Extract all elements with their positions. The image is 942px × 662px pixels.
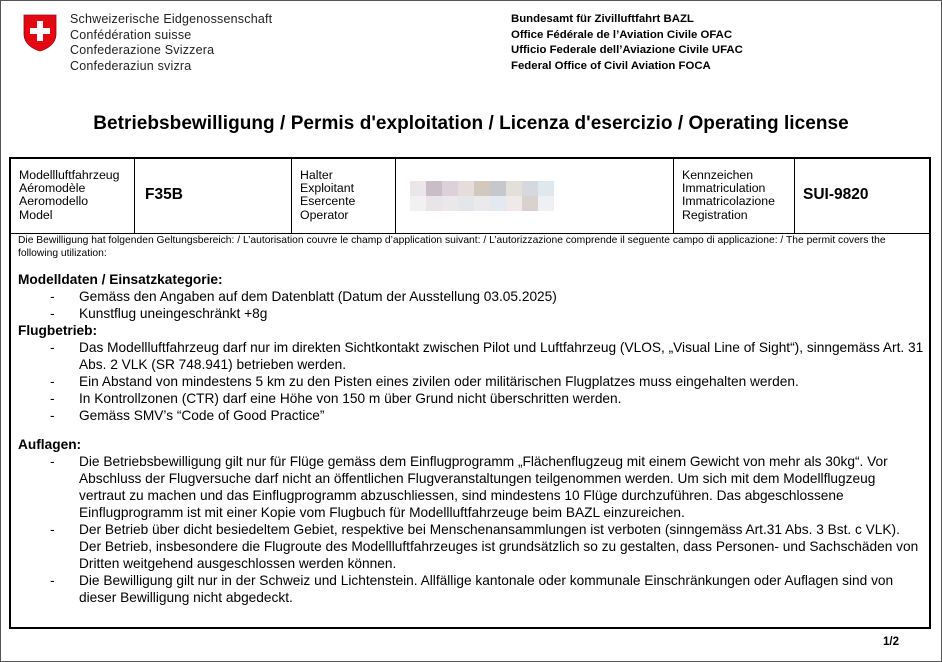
office-names <box>511 12 743 74</box>
model-label: Aeromodello <box>19 194 89 209</box>
operator-label: Exploitant <box>300 181 355 196</box>
list-item: - In Kontrollzonen (CTR) darf eine Höhe von 150 m über Grund nicht überschritten werden. <box>50 391 622 406</box>
operator-label: Operator <box>300 207 349 222</box>
office-line: Federal Office of Civil Aviation FOCA <box>511 59 711 72</box>
office-line: Bundesamt für Zivilluftfahrt BAZL <box>511 13 694 25</box>
operator-value-cell <box>396 159 674 233</box>
operator-label: Halter <box>300 168 333 182</box>
registration-value-cell <box>795 159 929 233</box>
list-item: - Die Bewilligung gilt nur in der Schweiz und Lichtenstein. Allfällige kantonale oder kommunale Einschränkungen oder Auflagen sind von dieser Bewilligung nicht abgedeckt. <box>50 573 894 605</box>
license-box <box>9 157 931 629</box>
federation-line: Schweizerische Eidgenossenschaft <box>70 12 273 26</box>
page-number: 1/2 <box>883 636 899 648</box>
office-line: Ufficio Federale dell’Aviazione Civile UFAC <box>511 44 743 57</box>
registration-label: Immatriculation <box>682 181 766 196</box>
identification-table <box>11 159 929 234</box>
office-line: Office Fédérale de l’Aviation Civile OFAC <box>511 28 733 41</box>
section-title-flight-operations: Flugbetrieb: <box>18 323 98 338</box>
federation-line: Confederazione Svizzera <box>70 43 215 58</box>
license-content <box>18 235 924 606</box>
document-title: Betriebsbewilligung / Permis d'exploitation / Licenza d'esercizio / Operating license <box>93 113 849 134</box>
list-item: - Kunstflug uneingeschränkt +8g <box>50 306 268 321</box>
federation-names <box>70 12 272 74</box>
section-title-model-data: Modelldaten / Einsatzkategorie: <box>18 272 223 287</box>
swiss-crest-icon <box>23 14 57 52</box>
registration-label: Registration <box>682 207 748 222</box>
section-title-conditions: Auflagen: <box>18 437 82 452</box>
list-item: - Ein Abstand von mindestens 5 km zu den Pisten eines zivilen oder militärischen Flugplatzes muss eingehalten werden. <box>50 374 799 389</box>
list-item: - Der Betrieb über dicht besiedeltem Gebiet, respektive bei Menschenansammlungen ist verboten (sinngemäss Art.31 Abs. 3 Bst. c VLK). Der Betrieb, insbesondere die Flugroute des Modellluftfahrzeuges ist grundsätzlich so zu gestalten, dass Personen- und Sachschäden von Dritten weitgehend ausgeschlossen werden können. <box>50 522 919 571</box>
federation-line: Confederaziun svizra <box>70 58 192 73</box>
list-item: - Gemäss den Angaben auf dem Datenblatt (Datum der Ausstellung 03.05.2025) <box>50 289 557 304</box>
model-label: Aéromodèle <box>19 181 86 196</box>
registration-label-cell <box>674 159 795 233</box>
model-value: F35B <box>145 186 183 203</box>
model-label: Modellluftfahrzeug <box>19 168 120 182</box>
registration-label: Immatricolazione <box>682 194 775 209</box>
list-item: - Das Modellluftfahrzeug darf nur im direkten Sichtkontakt zwischen Pilot und Luftfahrzeug (VLOS, „Visual Line of Sight“), sinngemäss Art. 31 Abs. 2 VLK (SR 748.941) betrieben werden. <box>50 340 924 372</box>
scope-text: Die Bewilligung hat folgenden Geltungsbereich: / L’autorisation couvre le champ d’application suivant: / L’autorizzazione comprende il seguente campo di applicazione: / The permit covers the following utilization: <box>18 235 886 259</box>
operator-label-cell <box>292 159 396 233</box>
list-item: - Die Betriebsbewilligung gilt nur für Flüge gemäss dem Einflugprogramm „Flächenflugzeug mit einem Gewicht von mehr als 30kg“. Vor Abschluss der Flugversuche darf nicht an öffentlichen Flugveranstaltungen teilgenommen werden. Um sich mit dem Modellflugzeug vertraut zu machen und das Einflugprogramm abzuschliessen, sind mindestens 10 Flüge durchzuführen. Das abgeschlossene Einflugprogramm ist mit einer Kopie vom Flugbuch für Modellluftfahrzeuge beim BAZL einzureichen. <box>50 454 888 520</box>
operator-label: Esercente <box>300 194 356 209</box>
model-label: Model <box>19 207 53 222</box>
model-label-cell <box>11 159 135 233</box>
model-value-cell <box>135 159 292 233</box>
list-item: - Gemäss SMV’s “Code of Good Practice” <box>50 408 325 423</box>
federation-line: Confédération suisse <box>70 27 192 42</box>
registration-value: SUI-9820 <box>803 186 869 203</box>
registration-label: Kennzeichen <box>682 168 754 182</box>
